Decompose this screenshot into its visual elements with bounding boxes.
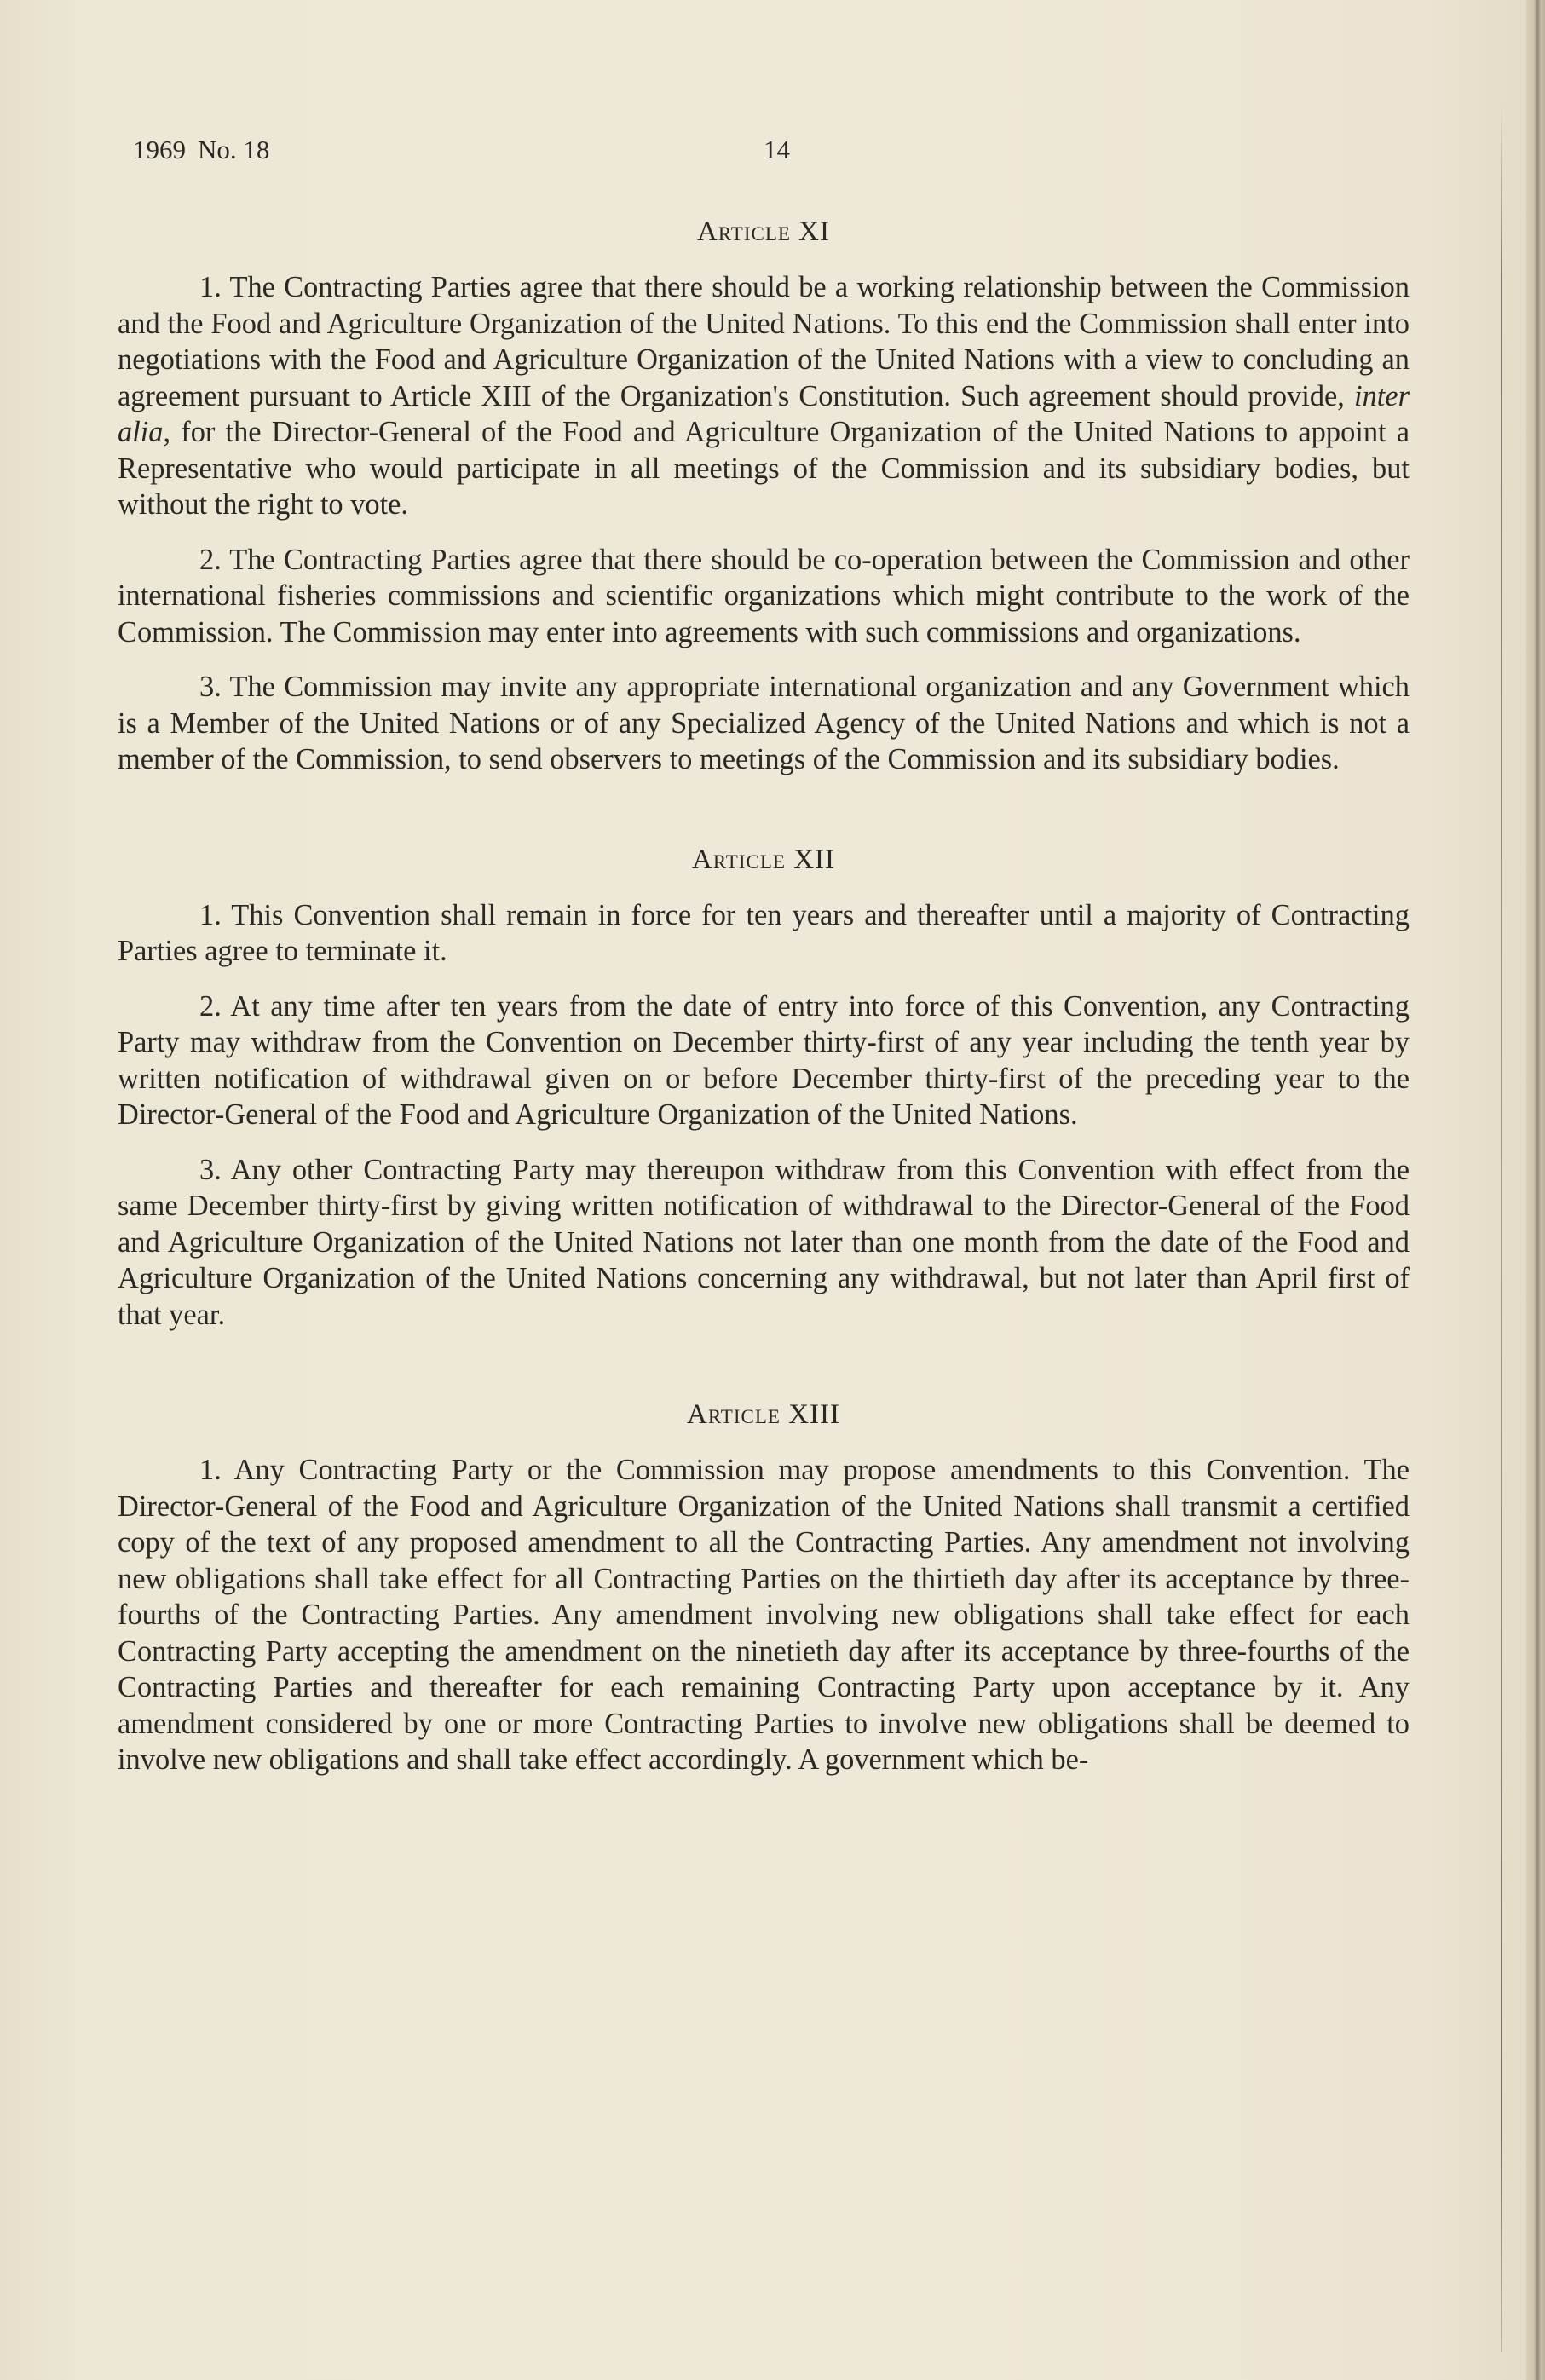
running-header bbox=[133, 135, 1411, 174]
paragraph-text: 1. The Contracting Parties agree that there should be a working relationship between the Commission and the Food and Agriculture Organization of the United Nations. To this end the Commission shall enter into negotiations with the Food and Agriculture Organization of the United Nations with a view to concluding an agreement pursuant to Article XIII of the Organization's Constitution. Such agreement should provide, bbox=[118, 271, 1410, 412]
article-heading: Article XIII bbox=[687, 1399, 840, 1430]
article-paragraph: 2. At any time after ten years from the date of entry into force of this Convention, any Contracting Party may withdraw from the Convention on December thirty-first of any year including the tenth year by written notification of withdrawal given on or before December thirty-first of the preceding year to the Director-General of the Food and Agriculture Organization of the United Nations. bbox=[118, 989, 1410, 1131]
article-heading: Article XII bbox=[692, 844, 835, 875]
header-year: 1969 bbox=[133, 135, 186, 164]
article-paragraph bbox=[118, 269, 1410, 523]
document-body bbox=[118, 215, 1410, 1797]
article-heading: Article XI bbox=[696, 216, 830, 247]
article-paragraph: 2. The Contracting Parties agree that there should be co-operation between the Commission and other international fisheries commissions and scientific organizations which might contribute to the work of the Commission. The Commission may enter into agreements with such commissions and organizations. bbox=[118, 543, 1410, 648]
article-xii bbox=[118, 843, 1410, 1334]
page-edge bbox=[1526, 0, 1545, 2380]
header-number: No. 18 bbox=[198, 135, 270, 164]
section-spacer bbox=[118, 797, 1410, 843]
header-citation bbox=[133, 135, 269, 165]
paragraph-text: , for the Director-General of the Food and Agriculture Organization of the United Nations to appoint a Representative who would participate in all meetings of the Commission and its subsidiary bodies, but without the right to vote. bbox=[118, 416, 1410, 521]
article-xiii bbox=[118, 1397, 1410, 1778]
latin-phrase: inter alia bbox=[118, 379, 1410, 448]
article-xi bbox=[118, 215, 1410, 778]
article-paragraph: 1. Any Contracting Party or the Commission may propose amendments to this Convention. The Director-General of the Food and Agriculture Organization of the United Nations shall transmit a certified copy of the text of any proposed amendment to all the Contracting Parties. Any amendment not involving new obligations shall take effect for all Contracting Parties on the thirtieth day after its acceptance by three-fourths of the Contracting Parties. Any amendment involving new obligations shall take effect for each Contracting Party accepting the amendment on the ninetieth day after its acceptance by three-fourths of the Contracting Parties and thereafter for each remaining Contracting Party upon acceptance by it. Any amendment considered by one or more Contracting Parties to involve new obligations shall be deemed to involve new obligations and shall take effect accordingly. A government which be- bbox=[118, 1454, 1410, 1776]
article-paragraph: 1. This Convention shall remain in force for ten years and thereafter until a majority of Contracting Parties agree to terminate it. bbox=[118, 898, 1410, 967]
page-number: 14 bbox=[764, 135, 790, 164]
article-paragraph: 3. Any other Contracting Party may thereupon withdraw from this Convention with effect from the same December thirty-first by giving written notification of withdrawal to the Director-General of the Food and Agriculture Organization of the United Nations not later than one month from the date of the Food and Agriculture Organization of the United Nations concerning any withdrawal, but not later than April first of that year. bbox=[118, 1153, 1410, 1331]
article-paragraph: 3. The Commission may invite any appropriate international organization and any Government which is a Member of the United Nations or of any Specialized Agency of the United Nations and which is not a member of the Commission, to send observers to meetings of the Commission and its subsidiary bodies. bbox=[118, 671, 1410, 775]
section-spacer bbox=[118, 1351, 1410, 1397]
page-fold-shadow bbox=[1501, 102, 1502, 2352]
